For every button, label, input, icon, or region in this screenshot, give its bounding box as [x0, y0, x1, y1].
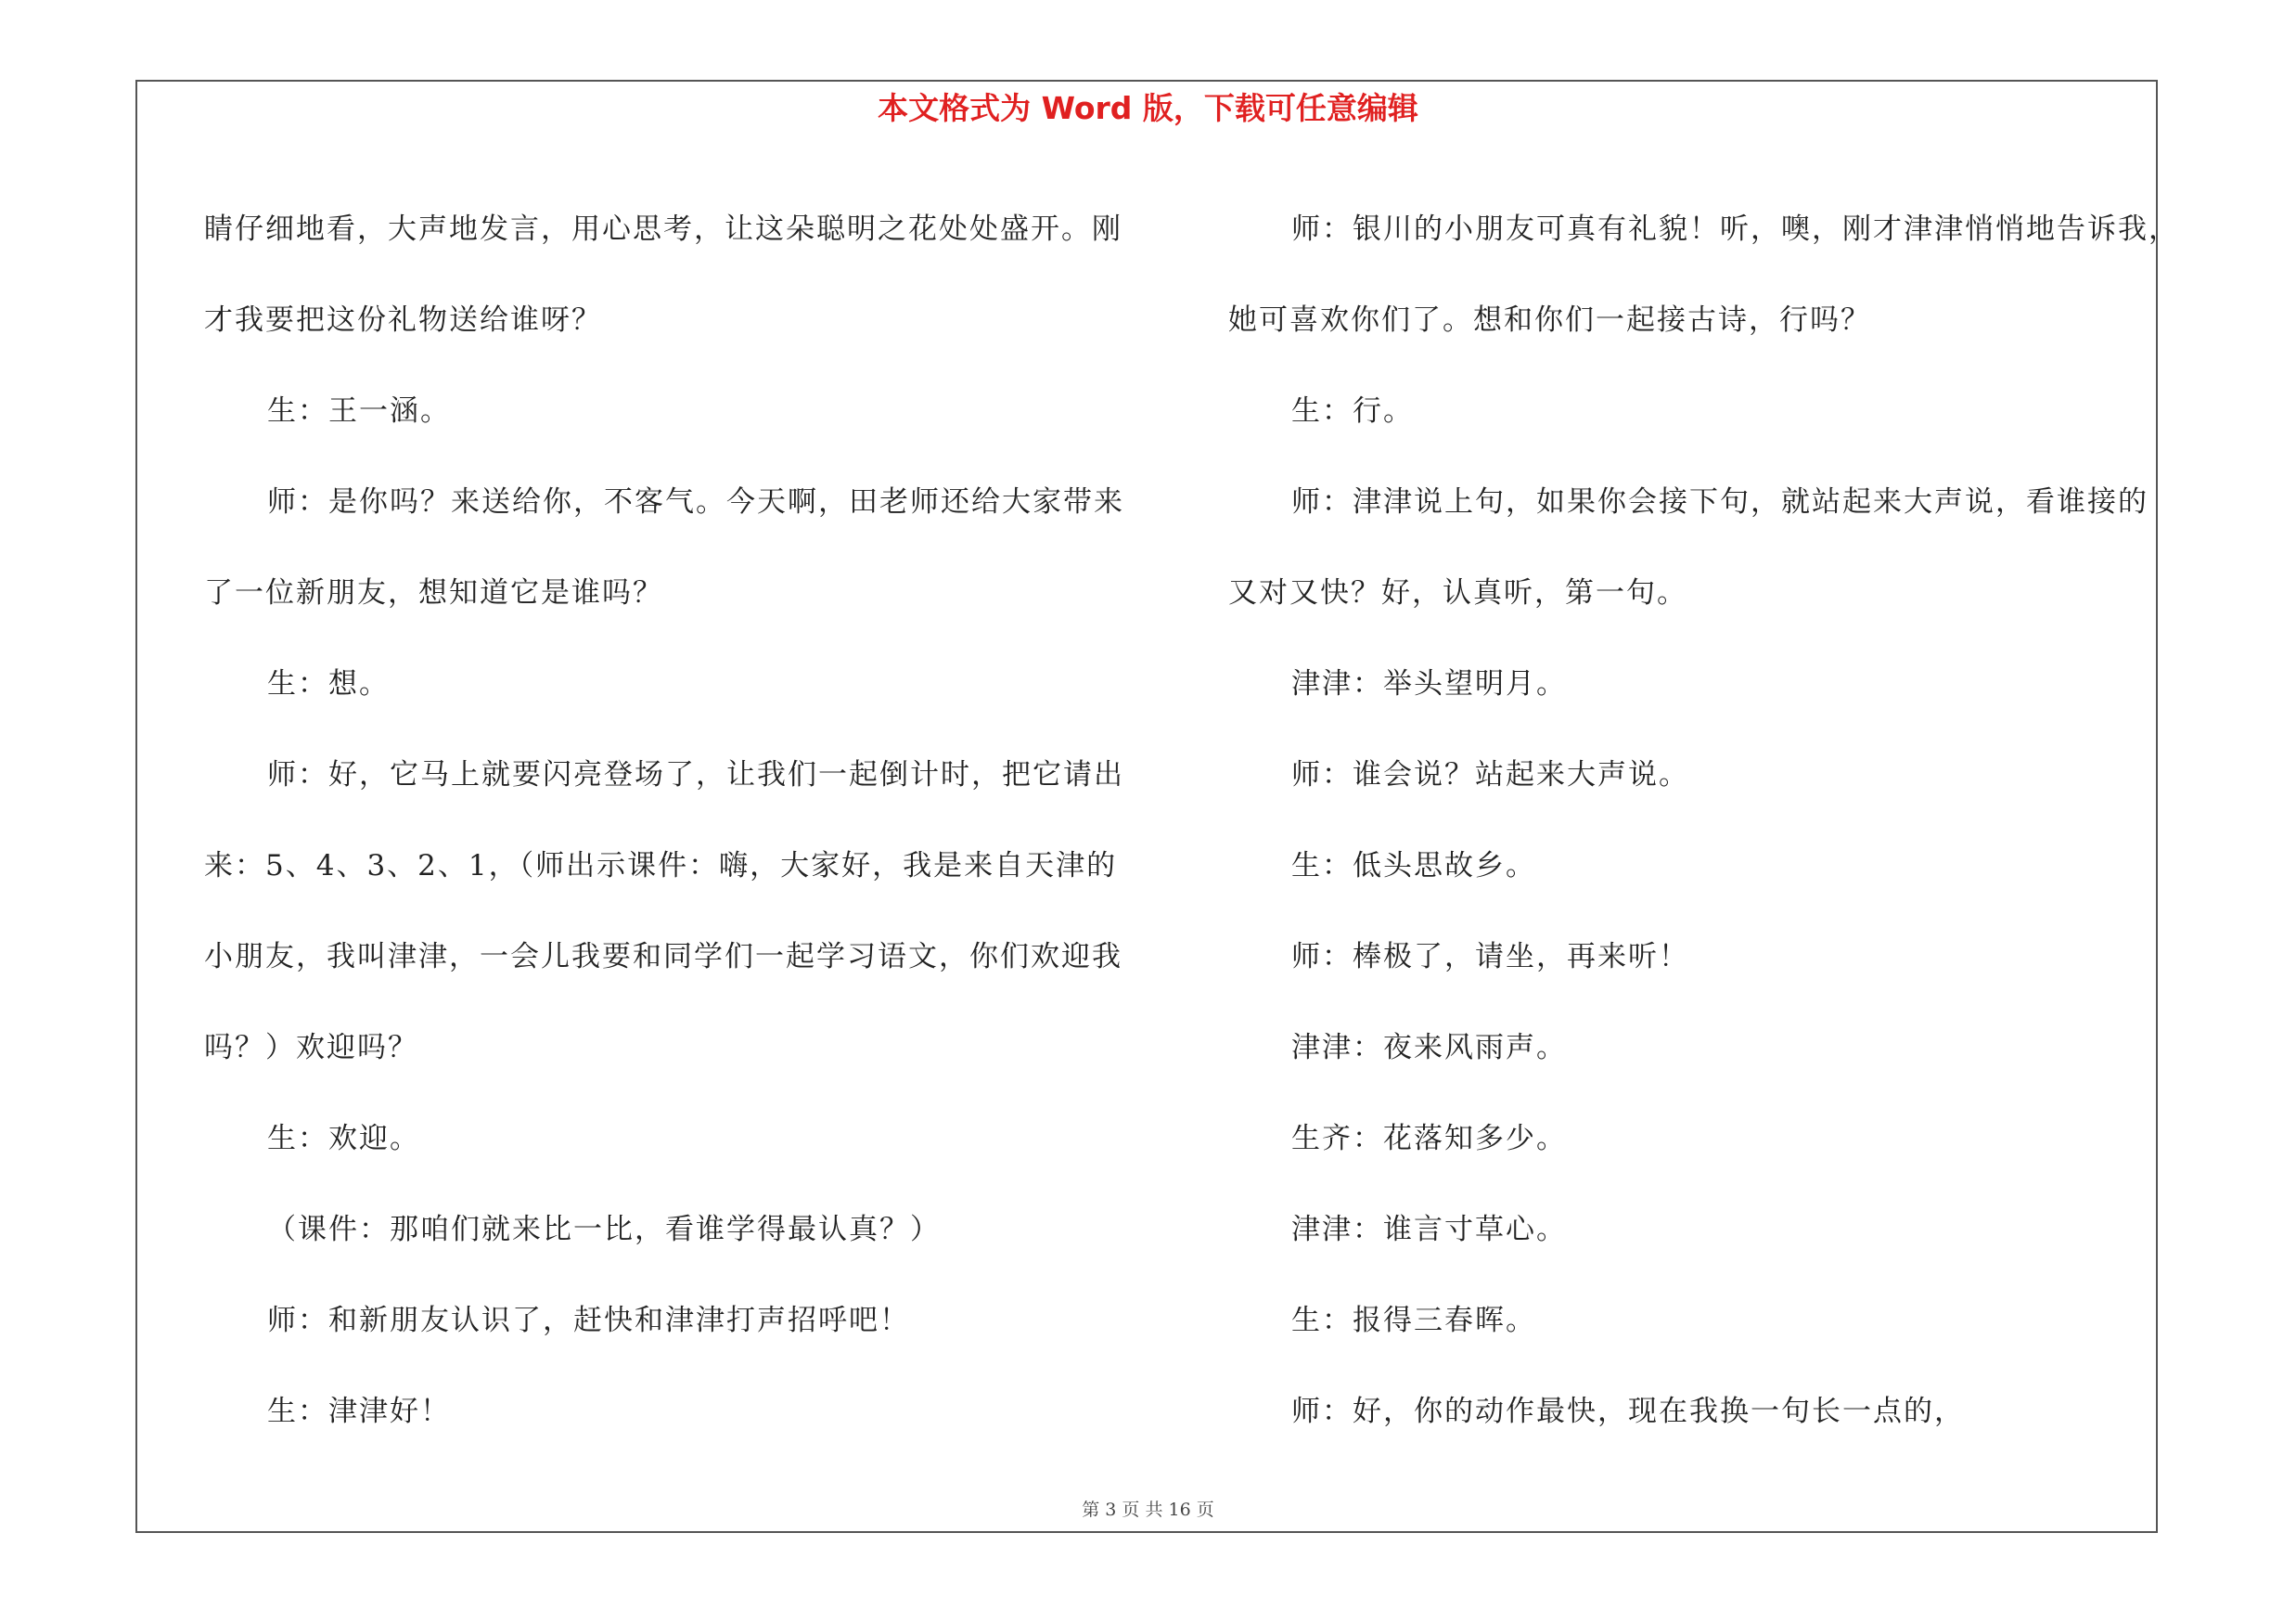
paragraph: 师：好，你的动作最快，现在我换一句长一点的，: [1291, 1395, 1965, 1428]
paragraph: （课件：那咱们就来比一比，看谁学得最认真？）: [267, 1213, 941, 1246]
paragraph: 师：棒极了，请坐，再来听！: [1291, 940, 1689, 973]
paragraph: 睛仔细地看，大声地发言，用心思考，让这朵聪明之花处处盛开。刚: [204, 213, 1122, 246]
paragraph: 她可喜欢你们了。想和你们一起接古诗，行吗？: [1228, 303, 1871, 337]
paragraph: 津津：举头望明月。: [1291, 667, 1567, 701]
paragraph: 生：王一涵。: [267, 394, 451, 428]
word-format-banner: 本文格式为 Word 版，下载可任意编辑: [878, 90, 1418, 126]
paragraph: 生：行。: [1291, 394, 1414, 428]
paragraph: 生：欢迎。: [267, 1122, 420, 1155]
paragraph: 师：和新朋友认识了，赶快和津津打声招呼吧！: [267, 1304, 910, 1337]
paragraph: 师：谁会说？站起来大声说。: [1291, 758, 1689, 792]
paragraph: 生：低头思故乡。: [1291, 849, 1536, 882]
right-text-column: [1228, 184, 2179, 1457]
paragraph: 才我要把这份礼物送给谁呀？: [204, 303, 602, 337]
left-text-column: [204, 184, 1132, 1457]
paragraph: 师：津津说上句，如果你会接下句，就站起来大声说，看谁接的: [1291, 485, 2148, 519]
paragraph: 师：是你吗？来送给你，不客气。今天啊，田老师还给大家带来: [267, 485, 1124, 519]
paragraph: 了一位新朋友，想知道它是谁吗？: [204, 576, 663, 610]
paragraph: 又对又快？好，认真听，第一句。: [1228, 576, 1687, 610]
paragraph: 小朋友，我叫津津，一会儿我要和同学们一起学习语文，你们欢迎我: [204, 940, 1122, 973]
paragraph: 吗？）欢迎吗？: [204, 1031, 418, 1064]
paragraph: 津津：谁言寸草心。: [1291, 1213, 1567, 1246]
paragraph: 津津：夜来风雨声。: [1291, 1031, 1567, 1064]
paragraph: 师：银川的小朋友可真有礼貌！听，噢，刚才津津悄悄地告诉我，: [1291, 213, 2179, 246]
paragraph: 生：报得三春晖。: [1291, 1304, 1536, 1337]
paragraph: 生：想。: [267, 667, 390, 701]
paragraph: 生齐：花落知多少。: [1291, 1122, 1567, 1155]
paragraph: 师：好，它马上就要闪亮登场了，让我们一起倒计时，把它请出: [267, 758, 1124, 792]
paragraph: 来：5、4、3、2、1，（师出示课件：嗨，大家好，我是来自天津的: [204, 849, 1118, 882]
paragraph: 生：津津好！: [267, 1395, 451, 1428]
page-number: 第 3 页 共 16 页: [1082, 1500, 1214, 1520]
